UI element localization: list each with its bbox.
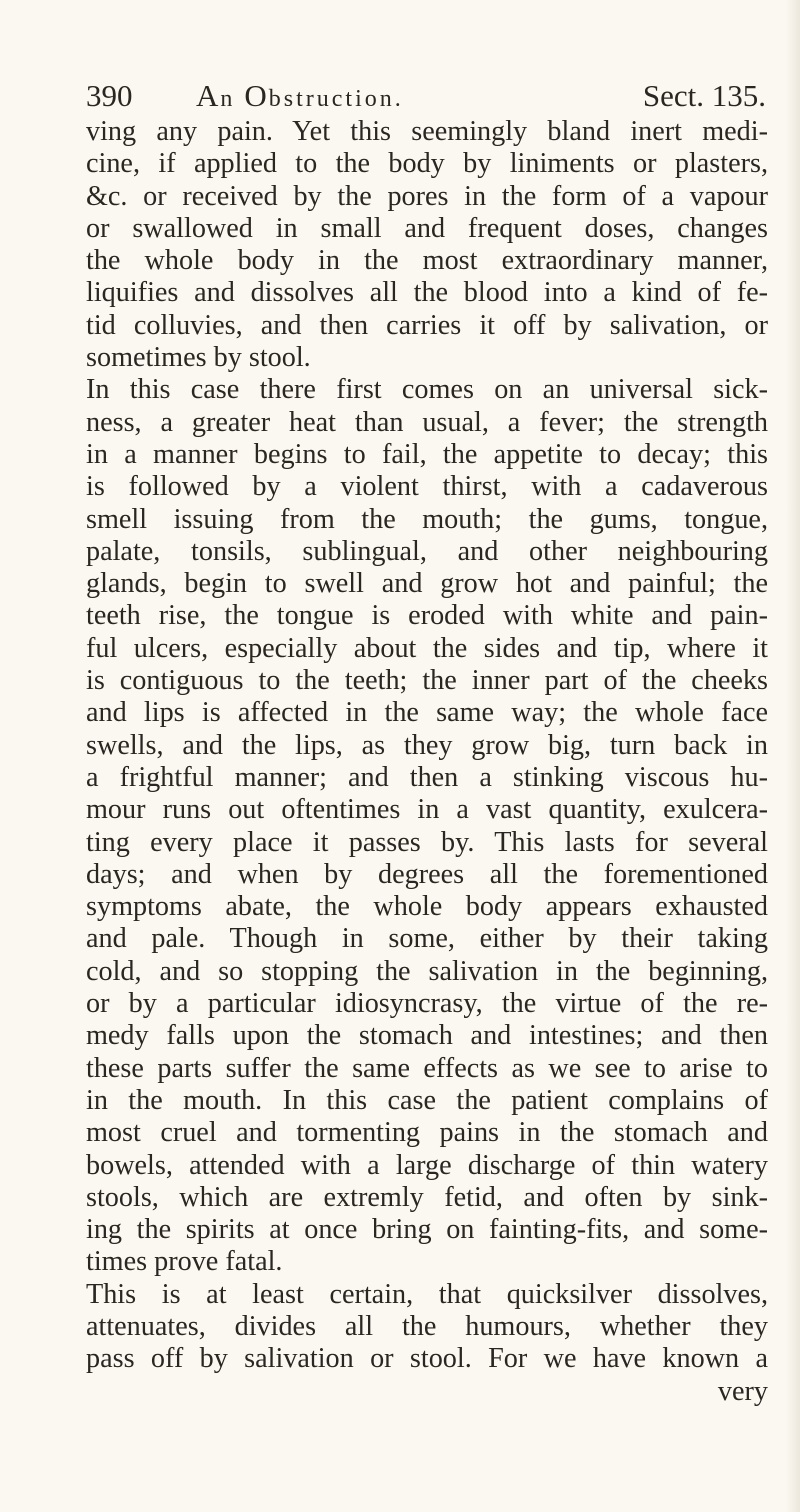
text-line: attenuates, divides all the humours, whether they <box>86 1310 768 1342</box>
text-line: medy falls upon the stomach and intestines; and then <box>86 1020 768 1052</box>
text-line: times prove fatal. <box>86 1246 283 1278</box>
text-line: symptoms abate, the whole body appears exhausted <box>86 891 768 923</box>
text-line: ing the spirits at once bring on fainting-fits, and some- <box>86 1214 768 1246</box>
section-number: Sect. 135. <box>642 78 766 113</box>
running-title <box>196 78 404 114</box>
text-line: swells, and the lips, as they grow big, turn back in <box>86 729 768 761</box>
text-line: bowels, attended with a large discharge of thin watery <box>86 1149 768 1181</box>
text-line: In this case there first comes on an universal sick- <box>86 374 768 406</box>
text-line: ful ulcers, especially about the sides and tip, where it <box>86 632 768 664</box>
text-line: days; and when by degrees all the forementioned <box>86 858 768 890</box>
text-line: these parts suffer the same effects as we see to arise to <box>86 1052 768 1084</box>
page-number: 390 <box>86 78 133 113</box>
text-line: is followed by a violent thirst, with a cadaverous <box>86 471 768 503</box>
running-title-rest-b: bstruction. <box>268 86 404 112</box>
text-line: the whole body in the most extraordinary manner, <box>86 245 768 277</box>
text-line: palate, tonsils, sublingual, and other neighbouring <box>86 535 768 567</box>
text-line: tid colluvies, and then carries it off by salivation, or <box>86 309 768 341</box>
catchword: very <box>717 1375 768 1407</box>
text-line: and lips is affected in the same way; the whole face <box>86 697 768 729</box>
page-body-text <box>86 116 768 1408</box>
text-line: in a manner begins to fail, the appetite to decay; this <box>86 438 768 470</box>
running-title-rest-a: n <box>220 86 245 112</box>
page-edge-shadow <box>786 0 800 1512</box>
text-line: teeth rise, the tongue is eroded with white and pain- <box>86 600 768 632</box>
text-line: a frightful manner; and then a stinking viscous hu- <box>86 761 768 793</box>
text-line: ving any pain. Yet this seemingly bland inert medi- <box>86 116 768 147</box>
text-line: glands, begin to swell and grow hot and painful; the <box>86 568 768 600</box>
text-line: most cruel and tormenting pains in the stomach and <box>86 1117 768 1149</box>
running-title-initial-b: O <box>244 78 269 113</box>
text-line: or swallowed in small and frequent doses, changes <box>86 212 768 244</box>
text-line: &c. or received by the pores in the form of a vapour <box>86 180 768 212</box>
text-line: ness, a greater heat than usual, a fever; the strength <box>86 406 768 438</box>
text-line: sometimes by stool. <box>86 342 311 374</box>
text-line: This is at least certain, that quicksilver dissolves, <box>86 1278 768 1310</box>
text-line: stools, which are extremly fetid, and often by sink- <box>86 1181 768 1213</box>
text-line: pass off by salivation or stool. For we have known a <box>86 1343 768 1375</box>
text-line: ting every place it passes by. This lasts for several <box>86 826 768 858</box>
text-line: in the mouth. In this case the patient complains of <box>86 1084 768 1116</box>
text-line: or by a particular idiosyncrasy, the virtue of the re- <box>86 988 768 1020</box>
text-line: and pale. Though in some, either by their taking <box>86 923 768 955</box>
text-line: is contiguous to the teeth; the inner part of the cheeks <box>86 665 768 697</box>
text-line: smell issuing from the mouth; the gums, tongue, <box>86 503 768 535</box>
text-line: liquifies and dissolves all the blood into a kind of fe- <box>86 277 768 309</box>
text-line: mour runs out oftentimes in a vast quantity, exulcera- <box>86 794 768 826</box>
text-line: cold, and so stopping the salivation in the beginning, <box>86 955 768 987</box>
text-line: cine, if applied to the body by liniments or plasters, <box>86 148 768 180</box>
running-header <box>86 78 766 118</box>
running-title-initial-a: A <box>196 78 221 113</box>
